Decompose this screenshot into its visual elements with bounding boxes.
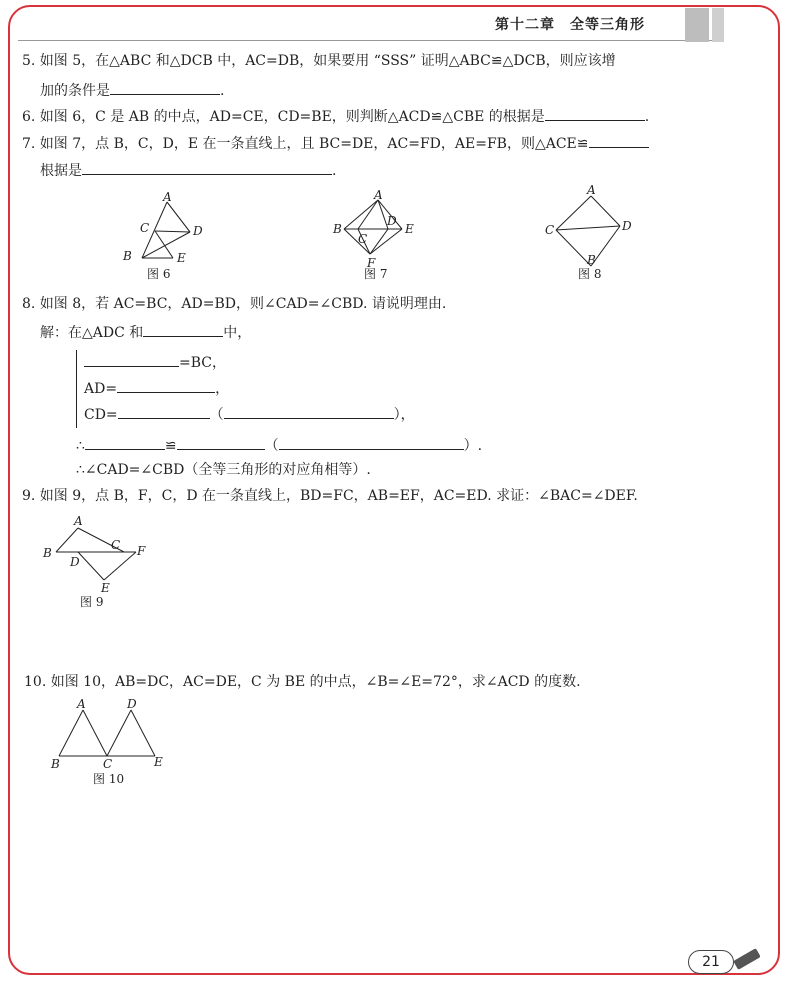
question-9: 9. 如图 9，点 B，F，C，D 在一条直线上，BD=FC，AB=EF，AC=ED. 求证：∠BAC=∠DEF. bbox=[22, 488, 638, 504]
fig6-label-b: B bbox=[123, 249, 132, 263]
fig7-label-a: A bbox=[374, 190, 383, 202]
fig9-label-c: C bbox=[111, 538, 121, 552]
q8-blank-tri2[interactable] bbox=[177, 435, 265, 450]
q8-condition-1 bbox=[84, 352, 226, 372]
q8-cong-symbol: ≌ bbox=[164, 438, 177, 454]
fig8-label-c: C bbox=[545, 223, 555, 237]
fig8-label-d: D bbox=[622, 219, 632, 233]
fig10-label-e: E bbox=[154, 755, 163, 769]
figure-8 bbox=[540, 182, 640, 282]
fig7-label-f: F bbox=[367, 256, 376, 270]
q5-answer-blank[interactable] bbox=[110, 80, 220, 95]
fig9-label-d: D bbox=[70, 555, 80, 569]
fig10-caption: 图 10 bbox=[93, 772, 125, 786]
question-10: 10. 如图 10，AB=DC，AC=DE，C 为 BE 的中点，∠B=∠E=72°，求∠ACD 的度数. bbox=[24, 674, 581, 690]
fig7-caption: 图 7 bbox=[364, 267, 388, 281]
q8-therefore-symbol: ∴ bbox=[76, 438, 85, 454]
question-5-line2 bbox=[40, 80, 224, 100]
figure-7 bbox=[330, 190, 430, 282]
page-number: 21 bbox=[688, 950, 734, 974]
q5-text: 加的条件是 bbox=[40, 83, 110, 99]
q7-answer-blank2[interactable] bbox=[82, 160, 332, 175]
fig6-label-e: E bbox=[177, 251, 186, 265]
q8-solution-intro bbox=[40, 322, 251, 342]
q8-t1-end: . bbox=[477, 438, 483, 454]
q8-r2-end: ， bbox=[215, 381, 230, 397]
question-7-line1 bbox=[22, 133, 649, 153]
fig6-label-d: D bbox=[193, 224, 203, 238]
q6-end: . bbox=[644, 109, 650, 125]
q6-answer-blank[interactable] bbox=[545, 106, 645, 121]
q8-r1-text: =BC， bbox=[179, 355, 226, 371]
fig9-label-a: A bbox=[74, 514, 83, 528]
fig10-label-c: C bbox=[103, 757, 113, 771]
q8-condition-2 bbox=[84, 378, 229, 398]
q7-answer-blank1[interactable] bbox=[589, 133, 649, 148]
question-8: 8. 如图 8，若 AC=BC，AD=BD，则∠CAD=∠CBD. 请说明理由. bbox=[22, 296, 447, 312]
fig10-label-b: B bbox=[51, 757, 60, 771]
q7-end: . bbox=[332, 163, 337, 179]
fig8-caption: 图 8 bbox=[578, 267, 602, 281]
fig6-label-a: A bbox=[163, 192, 172, 204]
fig8-label-a: A bbox=[587, 183, 596, 197]
fig9-label-f: F bbox=[137, 544, 146, 558]
header-tab bbox=[685, 8, 709, 42]
question-6 bbox=[22, 106, 649, 126]
header-tab-secondary bbox=[712, 8, 724, 42]
q8-blank-reason3[interactable] bbox=[224, 404, 394, 419]
q8-sol-end: 中， bbox=[223, 325, 252, 341]
fig7-label-c: C bbox=[358, 232, 368, 246]
q7-text: 7. 如图 7，点 B，C，D，E 在一条直线上，且 BC=DE，AC=FD，AE=FB，则△ACE≌ bbox=[22, 136, 589, 152]
fig6-caption: 图 6 bbox=[147, 267, 171, 281]
fig9-label-e: E bbox=[101, 581, 110, 595]
q8-therefore-2: ∴∠CAD=∠CBD（全等三角形的对应角相等）. bbox=[76, 462, 371, 478]
figure-10 bbox=[45, 698, 175, 794]
fig7-label-b: B bbox=[333, 222, 342, 236]
q8-r2-text: AD= bbox=[84, 381, 118, 397]
q8-r3-end: ， bbox=[400, 407, 415, 423]
figure-6 bbox=[115, 192, 215, 284]
q8-blank-r2[interactable] bbox=[117, 378, 215, 393]
q8-blank-tri1[interactable] bbox=[85, 435, 165, 450]
q8-therefore-1: ∴ ≌ （ ）. bbox=[76, 435, 482, 455]
q8-condition-brace bbox=[76, 350, 77, 428]
fig7-label-d: D bbox=[387, 214, 397, 228]
fig8-label-b: B bbox=[587, 253, 596, 267]
fig6-label-c: C bbox=[140, 221, 150, 235]
q8-blank-triangle[interactable] bbox=[143, 322, 223, 337]
q5-end: . bbox=[220, 83, 225, 99]
q8-blank-r1[interactable] bbox=[84, 352, 179, 367]
q8-sol-text: 解：在△ADC 和 bbox=[40, 325, 144, 341]
question-7-line2 bbox=[40, 160, 336, 180]
question-5-line1: 5. 如图 5，在△ABC 和△DCB 中，AC=DB，如果要用 “SSS” 证明△ABC≌△DCB，则应该增 bbox=[22, 53, 616, 69]
q8-r3-text: CD= bbox=[84, 407, 118, 423]
fig10-label-d: D bbox=[127, 698, 137, 711]
fig9-label-b: B bbox=[43, 546, 52, 560]
chapter-header: 第十二章 全等三角形 bbox=[495, 17, 645, 33]
q8-blank-reason[interactable] bbox=[279, 435, 464, 450]
q7-text2: 根据是 bbox=[40, 163, 82, 179]
header-rule bbox=[18, 40, 718, 41]
q8-condition-3: CD= （ ）， bbox=[84, 404, 415, 424]
fig9-caption: 图 9 bbox=[80, 595, 104, 609]
fig10-label-a: A bbox=[77, 698, 86, 711]
q8-blank-r3[interactable] bbox=[118, 404, 210, 419]
q6-text: 6. 如图 6，C 是 AB 的中点，AD=CE，CD=BE，则判断△ACD≌△CBE 的根据是 bbox=[22, 109, 545, 125]
figure-9 bbox=[40, 514, 160, 610]
fig7-label-e: E bbox=[405, 222, 414, 236]
